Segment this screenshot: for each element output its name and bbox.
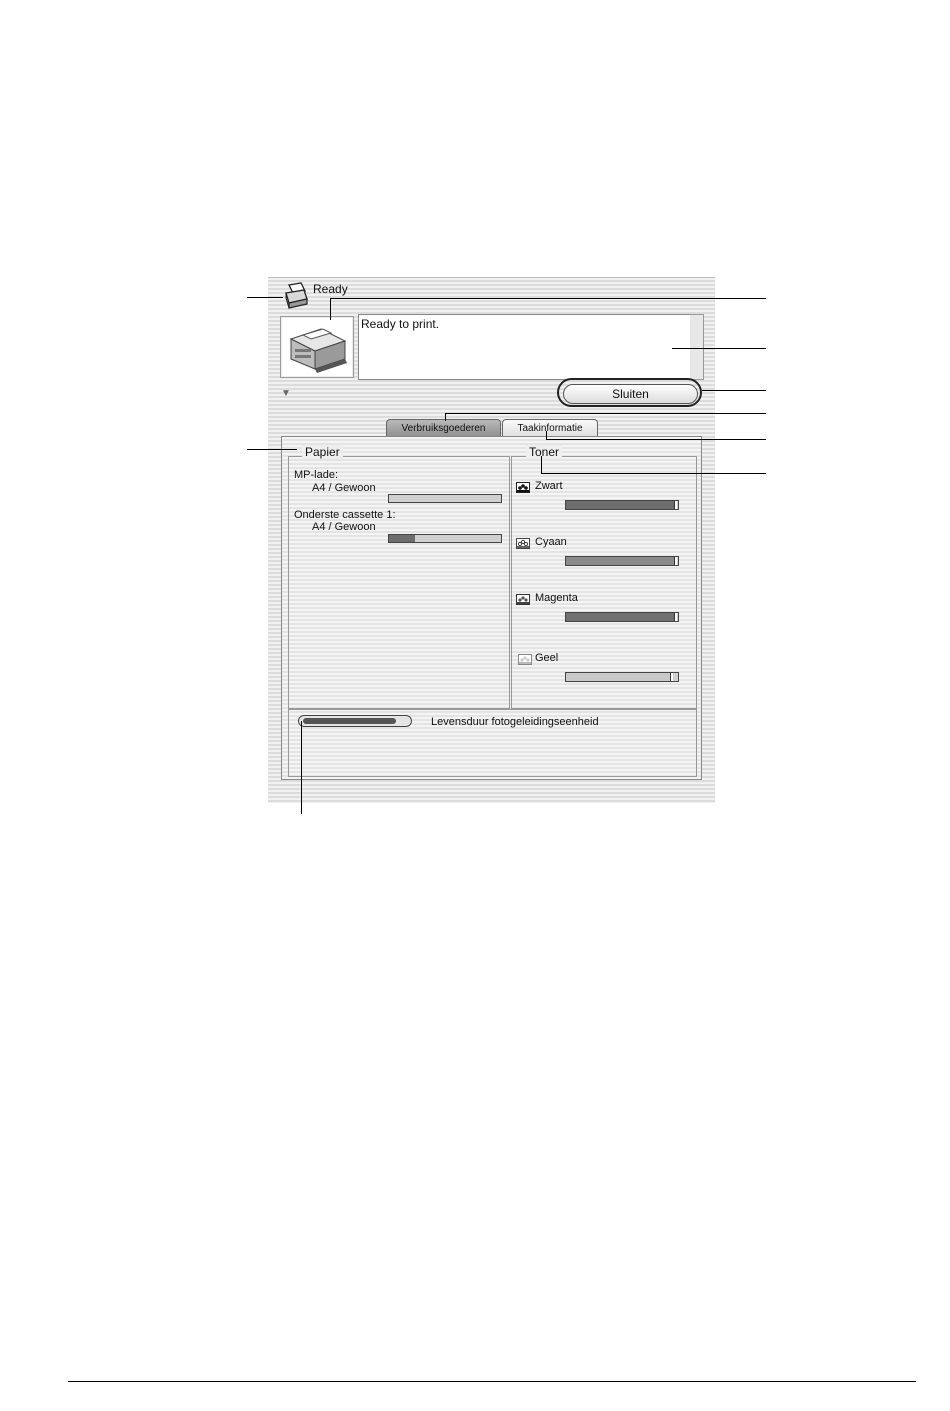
printer-status-icon [283, 281, 309, 311]
toner-level-bar [565, 556, 679, 566]
status-message-box [358, 314, 692, 380]
photoconductor-label: Levensduur fotogeleidingseenheid [431, 716, 599, 728]
close-button[interactable]: Sluiten [563, 384, 698, 404]
callout-line [546, 439, 766, 440]
toner-level-bar [565, 500, 679, 510]
toner-cartridge-icon [518, 652, 532, 663]
callout-line [445, 413, 446, 421]
paper-group-label: Papier [302, 445, 343, 459]
printer-image [280, 316, 354, 378]
callout-line [541, 473, 766, 474]
toner-name: Zwart [535, 480, 563, 492]
photoconductor-level-bar [298, 715, 412, 727]
tray-level-bar [388, 494, 502, 503]
footer-rule [68, 1381, 916, 1382]
tray-name: MP-lade: [294, 469, 339, 481]
callout-line [330, 298, 766, 299]
toner-level-bar [565, 672, 679, 682]
tray-media: A4 / Gewoon [312, 482, 376, 494]
callout-line [445, 413, 766, 414]
callout-line [702, 390, 766, 391]
tab-job-info[interactable]: Taakinformatie [502, 419, 598, 437]
message-scrollbar[interactable] [690, 314, 704, 380]
tray-name: Onderste cassette 1: [294, 509, 396, 521]
status-message: Ready to print. [361, 317, 440, 331]
toner-name: Cyaan [535, 536, 567, 548]
callout-line [672, 348, 766, 349]
disclosure-triangle-icon[interactable]: ▼ [281, 388, 291, 399]
callout-line [330, 298, 331, 320]
toner-level-bar [565, 612, 679, 622]
toner-cartridge-icon [516, 480, 530, 491]
toner-name: Geel [535, 652, 559, 664]
callout-line [301, 721, 302, 814]
callout-line [541, 456, 542, 474]
toner-name: Magenta [535, 592, 578, 604]
callout-line [247, 297, 283, 298]
toner-group-label: Toner [526, 445, 562, 459]
status-title: Ready [313, 282, 348, 296]
callout-line [546, 431, 547, 439]
tab-supplies[interactable]: Verbruiksgoederen [386, 419, 501, 437]
toner-cartridge-icon [516, 592, 530, 603]
tray-media: A4 / Gewoon [312, 521, 376, 533]
callout-line [247, 449, 297, 450]
toner-cartridge-icon [516, 536, 530, 547]
tray-level-bar [388, 534, 502, 543]
